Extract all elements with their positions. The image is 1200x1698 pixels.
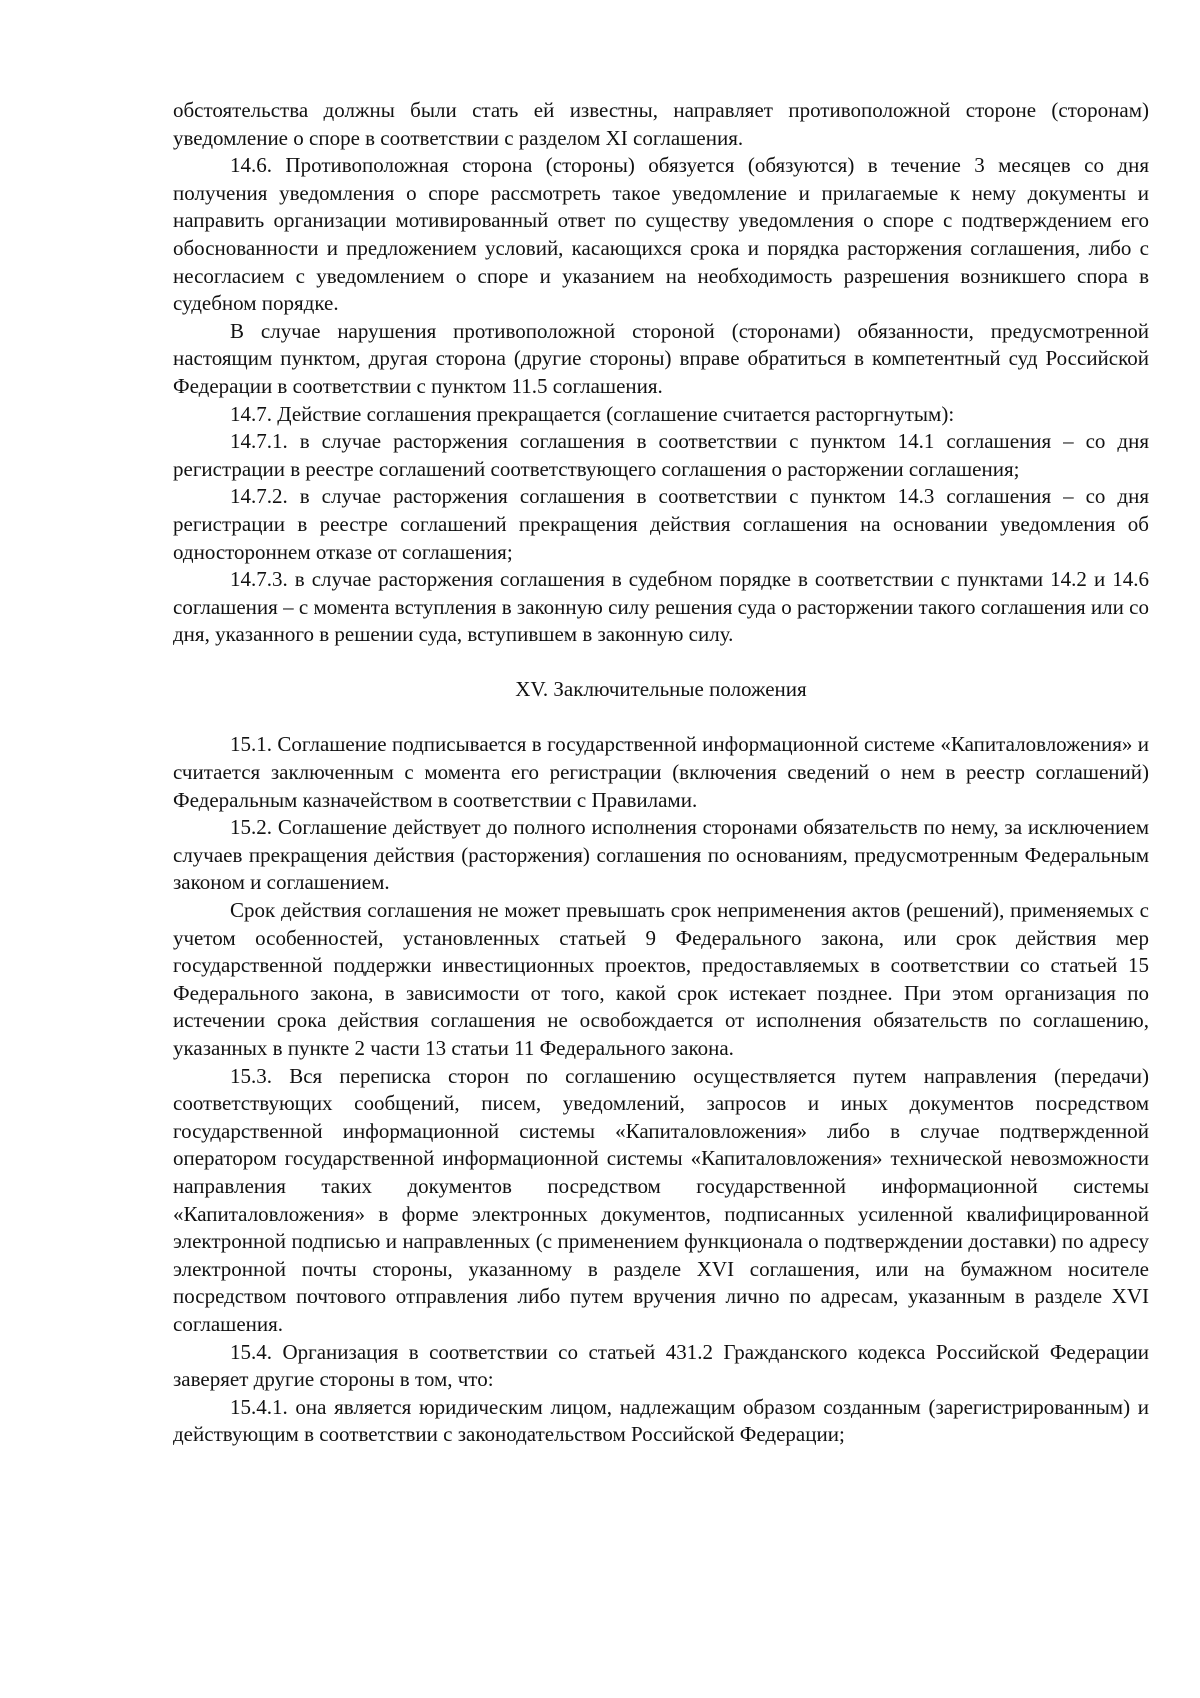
paragraph-15-3: 15.3. Вся переписка сторон по соглашению осуществляется путем направления (передачи) соответствующих сообщений, писем, уведомлений, запросов и иных документов посредством государственной информационной системы «Капиталовложения» либо в случае подтвержденной оператором государственной информационной системы «Капиталовложения» технической невозможности направления таких документов посредством государственной информационной системы «Капиталовложения» в форме электронных документов, подписанных усиленной квалифицированной электронной подписью и направленных (с применением функционала о подтверждении доставки) по адресу электронной почты стороны, указанному в разделе XVI соглашения, или на бумажном носителе посредством почтового отправления либо путем вручения лично по адресам, указанным в разделе XVI соглашения. bbox=[173, 1063, 1149, 1336]
paragraph-14-7-3: 14.7.3. в случае расторжения соглашения в судебном порядке в соответствии с пунктами 14.2 и 14.6 соглашения – с момента вступления в законную силу решения суда о расторжении такого соглашения или со дня, указанного в решении суда, вступившем в законную силу. bbox=[173, 567, 1149, 647]
document-page bbox=[173, 97, 1149, 1449]
paragraph-14-7-1: 14.7.1. в случае расторжения соглашения в соответствии с пунктом 14.1 соглашения – со дня регистрации в реестре соглашений соответствующего соглашения о расторжении соглашения; bbox=[173, 429, 1149, 481]
paragraph-15-2: 15.2. Соглашение действует до полного исполнения сторонами обязательств по нему, за исключением случаев прекращения действия (расторжения) соглашения по основаниям, предусмотренным Федеральным законом и соглашением. bbox=[173, 815, 1149, 895]
paragraph-15-2-term: Срок действия соглашения не может превышать срок неприменения актов (решений), применяемых с учетом особенностей, установленных статьей 9 Федерального закона, или срок действия мер государственной поддержки инвестиционных проектов, предоставляемых в соответствии со статьей 15 Федерального закона, в зависимости от того, какой срок истекает позднее. При этом организация по истечении срока действия соглашения не освобождается от исполнения обязательств по соглашению, указанных в пункте 2 части 13 статьи 11 Федерального закона. bbox=[173, 898, 1149, 1060]
paragraph-14-7-2: 14.7.2. в случае расторжения соглашения в соответствии с пунктом 14.3 соглашения – со дня регистрации в реестре соглашений прекращения действия соглашения на основании уведомления об одностороннем отказе от соглашения; bbox=[173, 484, 1149, 564]
section-heading: XV. Заключительные положения bbox=[515, 676, 807, 701]
paragraph-14-6: 14.6. Противоположная сторона (стороны) обязуется (обязуются) в течение 3 месяцев со дня получения уведомления о споре рассмотреть такое уведомление и прилагаемые к нему документы и направить организации мотивированный ответ по существу уведомления о споре с подтверждением его обоснованности и предложением условий, касающихся срока и порядка расторжения соглашения, либо с несогласием с уведомлением о споре и указанием на необходимость разрешения возникшего спора в судебном порядке. bbox=[173, 153, 1149, 316]
paragraph-14-7: 14.7. Действие соглашения прекращается (соглашение считается расторгнутым): bbox=[230, 401, 955, 426]
paragraph-15-4: 15.4. Организация в соответствии со статьей 431.2 Гражданского кодекса Российской Федерации заверяет другие стороны в том, что: bbox=[173, 1339, 1149, 1392]
paragraph-15-1: 15.1. Соглашение подписывается в государственной информационной системе «Капиталовложения» и считается заключенным с момента его регистрации (включения сведений о нем в реестр соглашений) Федеральным казначейством в соответствии с Правилами. bbox=[173, 732, 1149, 812]
paragraph-continuation: обстоятельства должны были стать ей известны, направляет противоположной стороне (сторонам) уведомление о споре в соответствии с разделом XI соглашения. bbox=[173, 98, 1149, 150]
paragraph-15-4-1: 15.4.1. она является юридическим лицом, надлежащим образом созданным (зарегистрированным) и действующим в соответствии с законодательством Российской Федерации; bbox=[173, 1394, 1149, 1447]
paragraph-14-6-violation: В случае нарушения противоположной стороной (сторонами) обязанности, предусмотренной настоящим пунктом, другая сторона (другие стороны) вправе обратиться в компетентный суд Российской Федерации в соответствии с пунктом 11.5 соглашения. bbox=[173, 318, 1149, 398]
